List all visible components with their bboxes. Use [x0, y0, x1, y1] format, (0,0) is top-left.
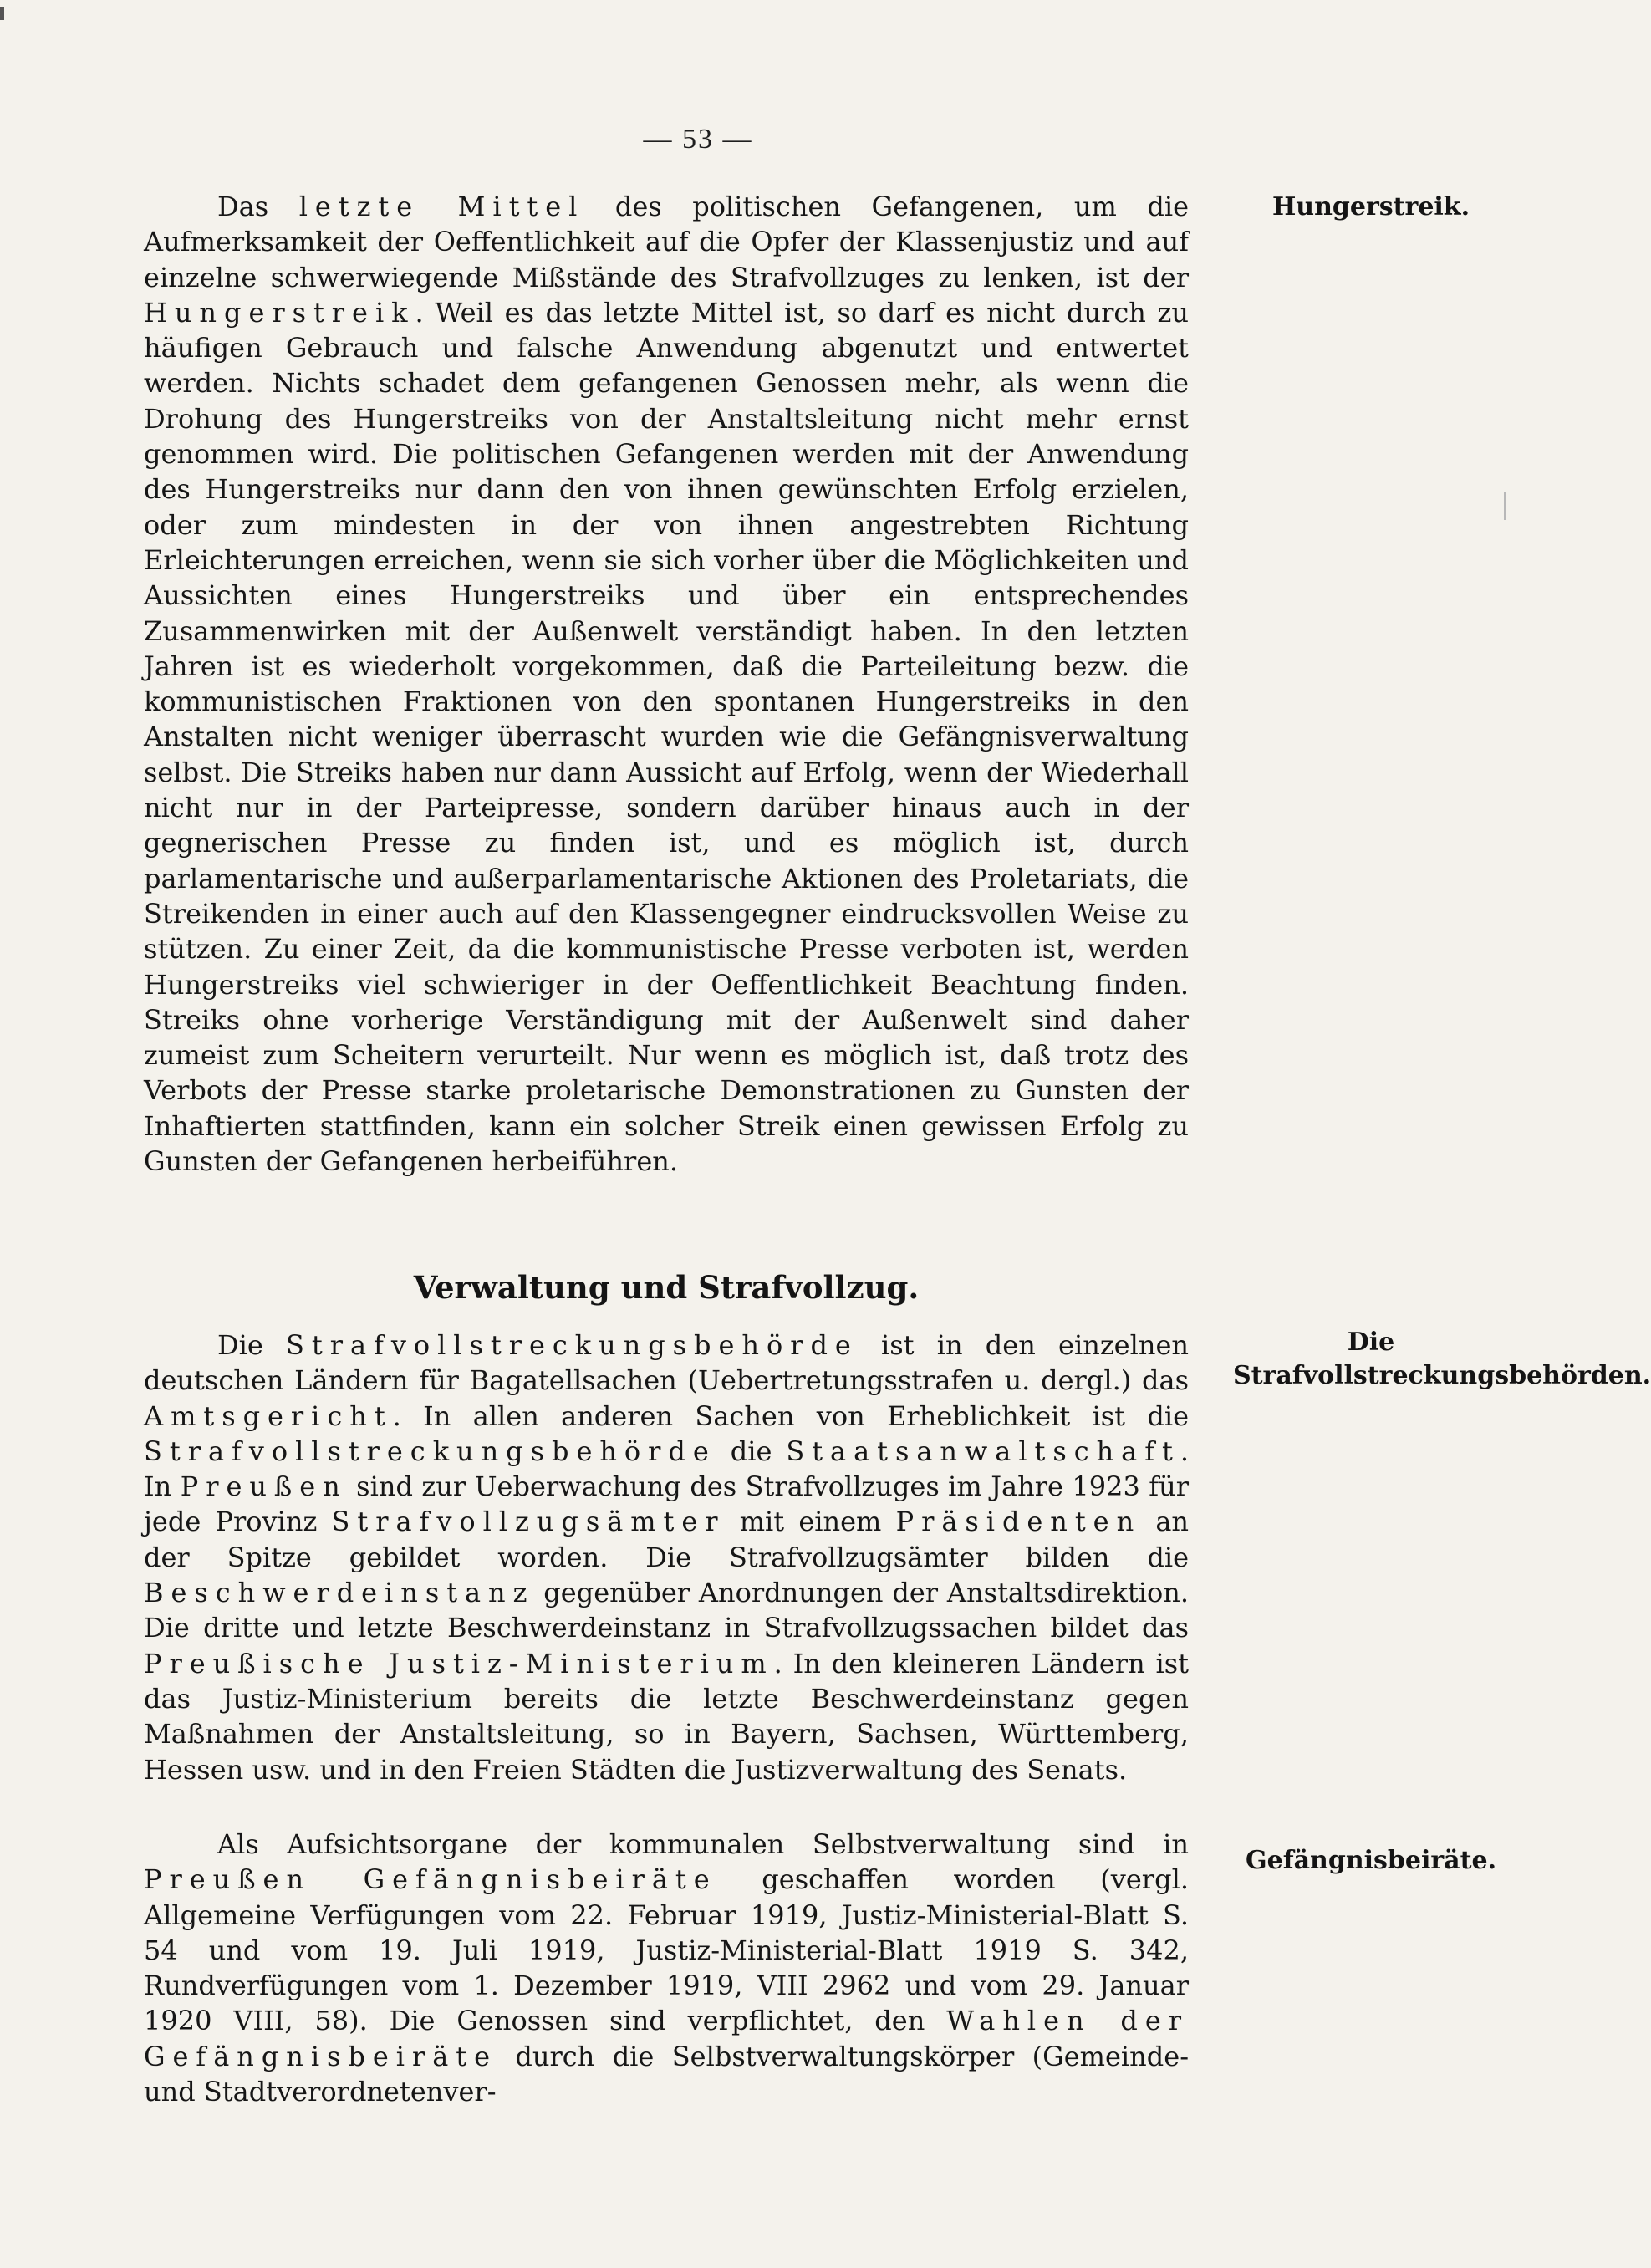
text-run: mit einem — [725, 1506, 896, 1538]
emphasis-strafvollzugsaemter: Strafvollzugsämter — [331, 1506, 726, 1538]
emphasis-strafvollstreckungsbehoerde: Strafvollstreckungsbehörde — [286, 1329, 859, 1361]
paragraph-gefaengnisbeiraete — [144, 1827, 1189, 2109]
emphasis-amtsgericht: Amtsgericht — [144, 1399, 393, 1432]
text-run: geschaffen worden (vergl. Allgemeine Verfügungen vom 22. Februar 1919, Justiz-Ministerial-Blatt S. 54 und vom 19. Juli 1919, Justiz-Ministerial-Blatt 1919 S. 342, Rundverfügungen vom 1. Dezember 1919, VIII 2962 und vom 29. Januar 1920 VIII, 58). Die Genossen sind verpflichtet, den — [144, 1863, 1189, 2037]
text-run: . In allen anderen Sachen von Erheblichkeit ist die — [392, 1399, 1189, 1432]
text-run: Als Aufsichtsorgane der kommunalen Selbstverwaltung sind in — [217, 1828, 1189, 1860]
text-run: an der Spitze gebildet worden. Die Strafvollzugsämter bilden die — [144, 1506, 1190, 1573]
emphasis-beschwerdeinstanz: Beschwerdeinstanz — [144, 1577, 535, 1609]
emphasis-justiz-ministerium: Preußische Justiz-Ministerium — [144, 1647, 774, 1679]
paragraph-strafvollstreckung — [144, 1328, 1189, 1787]
paragraph-hungerstreik — [144, 189, 1189, 1179]
text-run: die — [716, 1435, 787, 1467]
scan-speck — [1504, 492, 1506, 520]
emphasis-preussen-gefaengnisbeiraete: Preußen Gefängnisbeiräte — [144, 1863, 717, 1896]
text-run: ist in den einzelnen deutschen Ländern für Bagatellsachen (Uebertretungsstrafen u. dergl.) das — [144, 1329, 1190, 1397]
section-heading: Verwaltung und Strafvollzug. — [413, 1269, 920, 1306]
emphasis-letzte-mittel: letzte Mittel — [298, 191, 585, 222]
text-run: des politischen Gefangenen, um die Aufmerksamkeit der Oeffentlichkeit auf die Opfer der Klassenjustiz und auf einzelne schwerwiegende Mißstände des Strafvollzuges zu lenken, ist der — [144, 191, 1190, 293]
page-number: — 53 — — [643, 124, 753, 155]
text-run: . Weil es das letzte Mittel ist, so darf es nicht durch zu häufigen Gebrauch und falsche Anwendung abgenutzt und entwertet werden. Nichts schadet dem gefangenen Genossen mehr, als wenn die Drohung des Hungerstreiks von der Anstaltsleitung nicht mehr ernst genommen wird. Die politischen Gefangenen werden mit der Anwendung des Hungerstreiks nur dann den von ihnen gewünschten Erfolg erzielen, oder zum mindesten in der von ihnen angestrebten Richtung Erleichterungen erreichen, wenn sie sich vorher über die Möglichkeiten und Aussichten eines Hungerstreiks und über ein entsprechendes Zusammenwirken mit der Außenwelt verständigt haben. In den letzten Jahren ist es wiederholt vorgekommen, daß die Parteileitung bezw. die kommunistischen Fraktionen von den spontanen Hungerstreiks in den Anstalten nicht weniger überrascht wurden wie die Gefängnisverwaltung selbst. Die Streiks haben nur dann Aussicht auf Erfolg, wenn der Wiederhall nicht nur in der Parteipresse, sondern darüber hinaus auch in der gegnerischen Presse zu finden ist, und es möglich ist, durch parlamentarische und außerparlamentarische Aktionen des Proletariats, die Streikenden in einer auch auf den Klassengegner eindrucksvollen Weise zu stützen. Zu einer Zeit, da die kommunistische Presse verboten ist, werden Hungerstreiks viel schwieriger in der Oeffentlichkeit Beachtung finden. Streiks ohne vorherige Verständigung mit der Außenwelt sind daher zumeist zum Scheitern verurteilt. Nur wenn es möglich ist, daß trotz des Verbots der Presse starke proletarische Demonstrationen zu Gunsten der Inhaftierten stattfinden, kann ein solcher Streik einen gewissen Erfolg zu Gunsten der Gefangenen herbeiführen. — [144, 296, 1189, 1178]
margin-note-strafvollstreckungsbehoerden: Die Strafvollstreckungsbehörden. — [1233, 1328, 1651, 1390]
text-run: . In den kleineren Ländern ist das Justiz-Ministerium bereits die letzte Beschwerdeinstanz gegen Maßnahmen der Anstaltsleitung, so in Bayern, Sachsen, Württemberg, Hessen usw. und in den Freien Städten die Justizverwaltung des Senats. — [144, 1647, 1189, 1786]
emphasis-staatsanwaltschaft: Staatsanwaltschaft — [786, 1435, 1180, 1467]
scan-edge-mark — [0, 7, 4, 20]
emphasis-hungerstreik: Hungerstreik — [144, 296, 415, 329]
text-run: Das — [217, 191, 299, 222]
margin-note-gefaengnisbeiraete: Gefängnisbeiräte. — [1245, 1846, 1497, 1875]
emphasis-praesidenten: Präsidenten — [895, 1506, 1142, 1538]
text-run: . In — [144, 1435, 1189, 1503]
text-run: Die — [217, 1329, 287, 1361]
margin-note-hungerstreik: Hungerstreik. — [1271, 192, 1470, 222]
text-run: durch die Selbstverwaltungskörper (Gemeinde- und Stadtverordnetenver- — [144, 2040, 1189, 2108]
emphasis-wahlen-der-gefaengnisbeiraete: Wahlen der Gefängnisbeiräte — [144, 2005, 1190, 2072]
text-run: sind zur Ueberwachung des Strafvollzuges im Jahre 1923 für jede Provinz — [144, 1470, 1190, 1538]
text-run: gegenüber Anordnungen der Anstaltsdirektion. Die dritte und letzte Beschwerdeinstanz in Strafvollzugssachen bildet das — [144, 1577, 1189, 1644]
emphasis-preussen: Preußen — [180, 1470, 348, 1503]
emphasis-strafvollstreckungsbehoerde: Strafvollstreckungsbehörde — [144, 1435, 716, 1467]
